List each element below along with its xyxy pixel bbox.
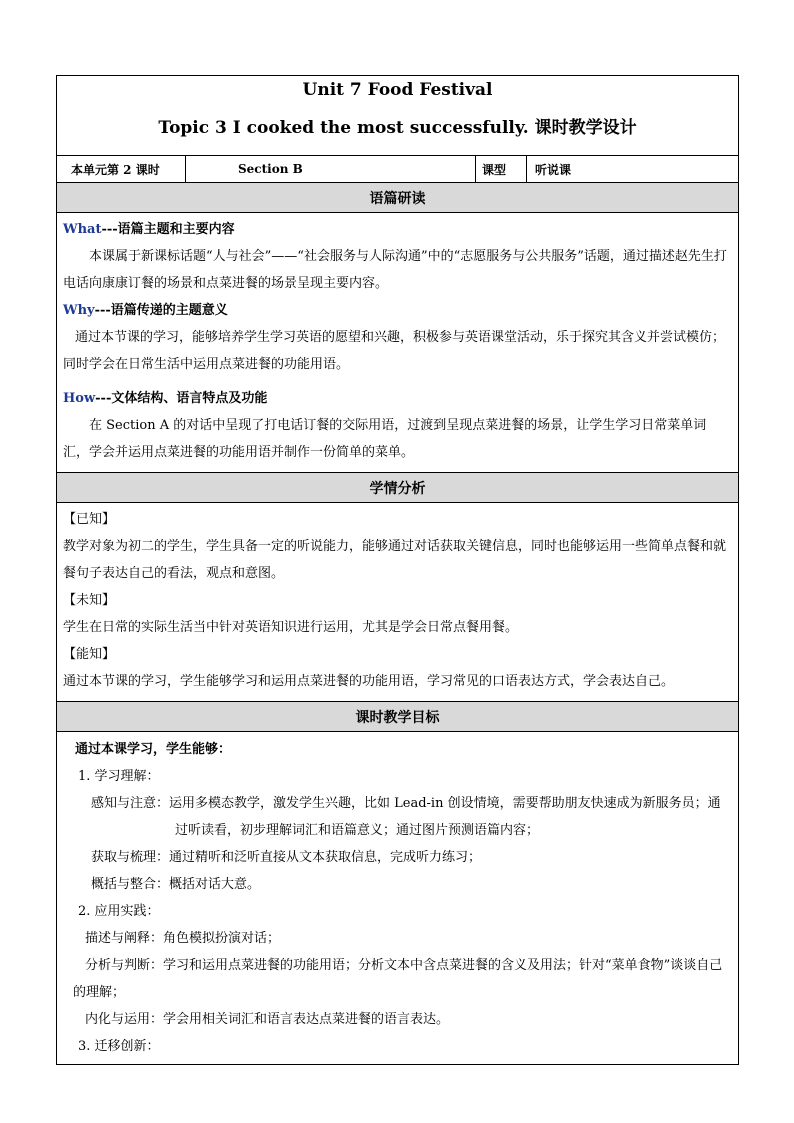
learner-analysis-body [57, 503, 739, 702]
what-heading [63, 216, 732, 243]
goal-3-heading: 3. 迁移创新： [78, 1039, 160, 1054]
unknown-label: 【未知】 [63, 593, 116, 608]
known-label: 【已知】 [63, 512, 116, 527]
goal-1-heading: 1. 学习理解： [78, 769, 160, 784]
section-name: Section B [186, 156, 476, 183]
how-label: ---文体结构、语言特点及功能 [95, 391, 268, 406]
goal-2-heading: 2. 应用实践： [78, 904, 160, 919]
unit-title: Unit 7 Food Festival [302, 80, 493, 100]
unknown-paragraph: 学生在日常的实际生活当中针对英语知识进行运用，尤其是学会日常点餐用餐。 [63, 620, 519, 635]
goal-1a: 感知与注意：运用多模态教学，激发学生兴趣，比如 Lead-in 创设情境，需要帮助朋友快速成为新服务员；通过听读看，初步理解词汇和语篇意义；通过图片预测语篇内容； [91, 796, 721, 838]
section-heading-text-analysis: 语篇研读 [57, 183, 739, 213]
goal-2b: 分析与判断：学习和运用点菜进餐的功能用语；分析文本中含点菜进餐的含义及用法；针对“菜单食物”谈谈自己的理解； [73, 958, 723, 1000]
lesson-plan-page [56, 75, 738, 1065]
how-keyword: How [63, 391, 96, 406]
goal-2c: 内化与运用：学会用相关词汇和语言表达点菜进餐的语言表达。 [85, 1012, 450, 1027]
goal-2a: 描述与阐释：角色模拟扮演对话； [85, 931, 281, 946]
how-heading [63, 385, 732, 412]
lesson-plan-table [56, 75, 739, 1065]
why-heading [63, 297, 732, 324]
objectives-intro: 通过本课学习，学生能够： [75, 742, 232, 757]
what-label: ---语篇主题和主要内容 [101, 222, 235, 237]
section-heading-learner-analysis: 学情分析 [57, 473, 739, 503]
title-cell [57, 76, 739, 156]
able-label: 【能知】 [63, 647, 116, 662]
why-label: ---语篇传递的主题意义 [94, 303, 228, 318]
objectives-body [57, 732, 739, 1065]
info-row [57, 156, 739, 183]
what-paragraph: 本课属于新课标话题“人与社会”——“社会服务与人际沟通”中的“志愿服务与公共服务”话题，通过描述赵先生打电话向康康订餐的场景和点菜进餐的场景呈现主要内容。 [63, 249, 727, 291]
why-keyword: Why [63, 303, 95, 318]
what-keyword: What [63, 222, 102, 237]
known-paragraph: 教学对象为初二的学生，学生具备一定的听说能力，能够通过对话获取关键信息，同时也能够运用一些简单点餐和就餐句子表达自己的看法，观点和意图。 [63, 539, 727, 581]
section-heading-objectives: 课时教学目标 [57, 702, 739, 732]
how-paragraph: 在 Section A 的对话中呈现了打电话订餐的交际用语，过渡到呈现点菜进餐的场景，让学生学习日常菜单词汇，学会并运用点菜进餐的功能用语并制作一份简单的菜单。 [63, 418, 707, 460]
topic-title: Topic 3 I cooked the most successfully. 课时教学设计 [158, 118, 637, 138]
lesson-type-label: 课型 [476, 156, 527, 183]
able-paragraph: 通过本节课的学习，学生能够学习和运用点菜进餐的功能用语，学习常见的口语表达方式，学会表达自己。 [63, 674, 675, 689]
text-analysis-body [57, 213, 739, 473]
why-paragraph: 通过本节课的学习，能够培养学生学习英语的愿望和兴趣，积极参与英语课堂活动，乐于探究其含义并尝试模仿；同时学会在日常生活中运用点菜进餐的功能用语。 [63, 330, 726, 372]
goal-1c: 概括与整合：概括对话大意。 [91, 877, 261, 892]
goal-1b: 获取与梳理：通过精听和泛听直接从文本获取信息，完成听力练习； [91, 850, 482, 865]
lesson-number: 本单元第 2 课时 [57, 156, 186, 183]
lesson-type-value: 听说课 [527, 156, 739, 183]
